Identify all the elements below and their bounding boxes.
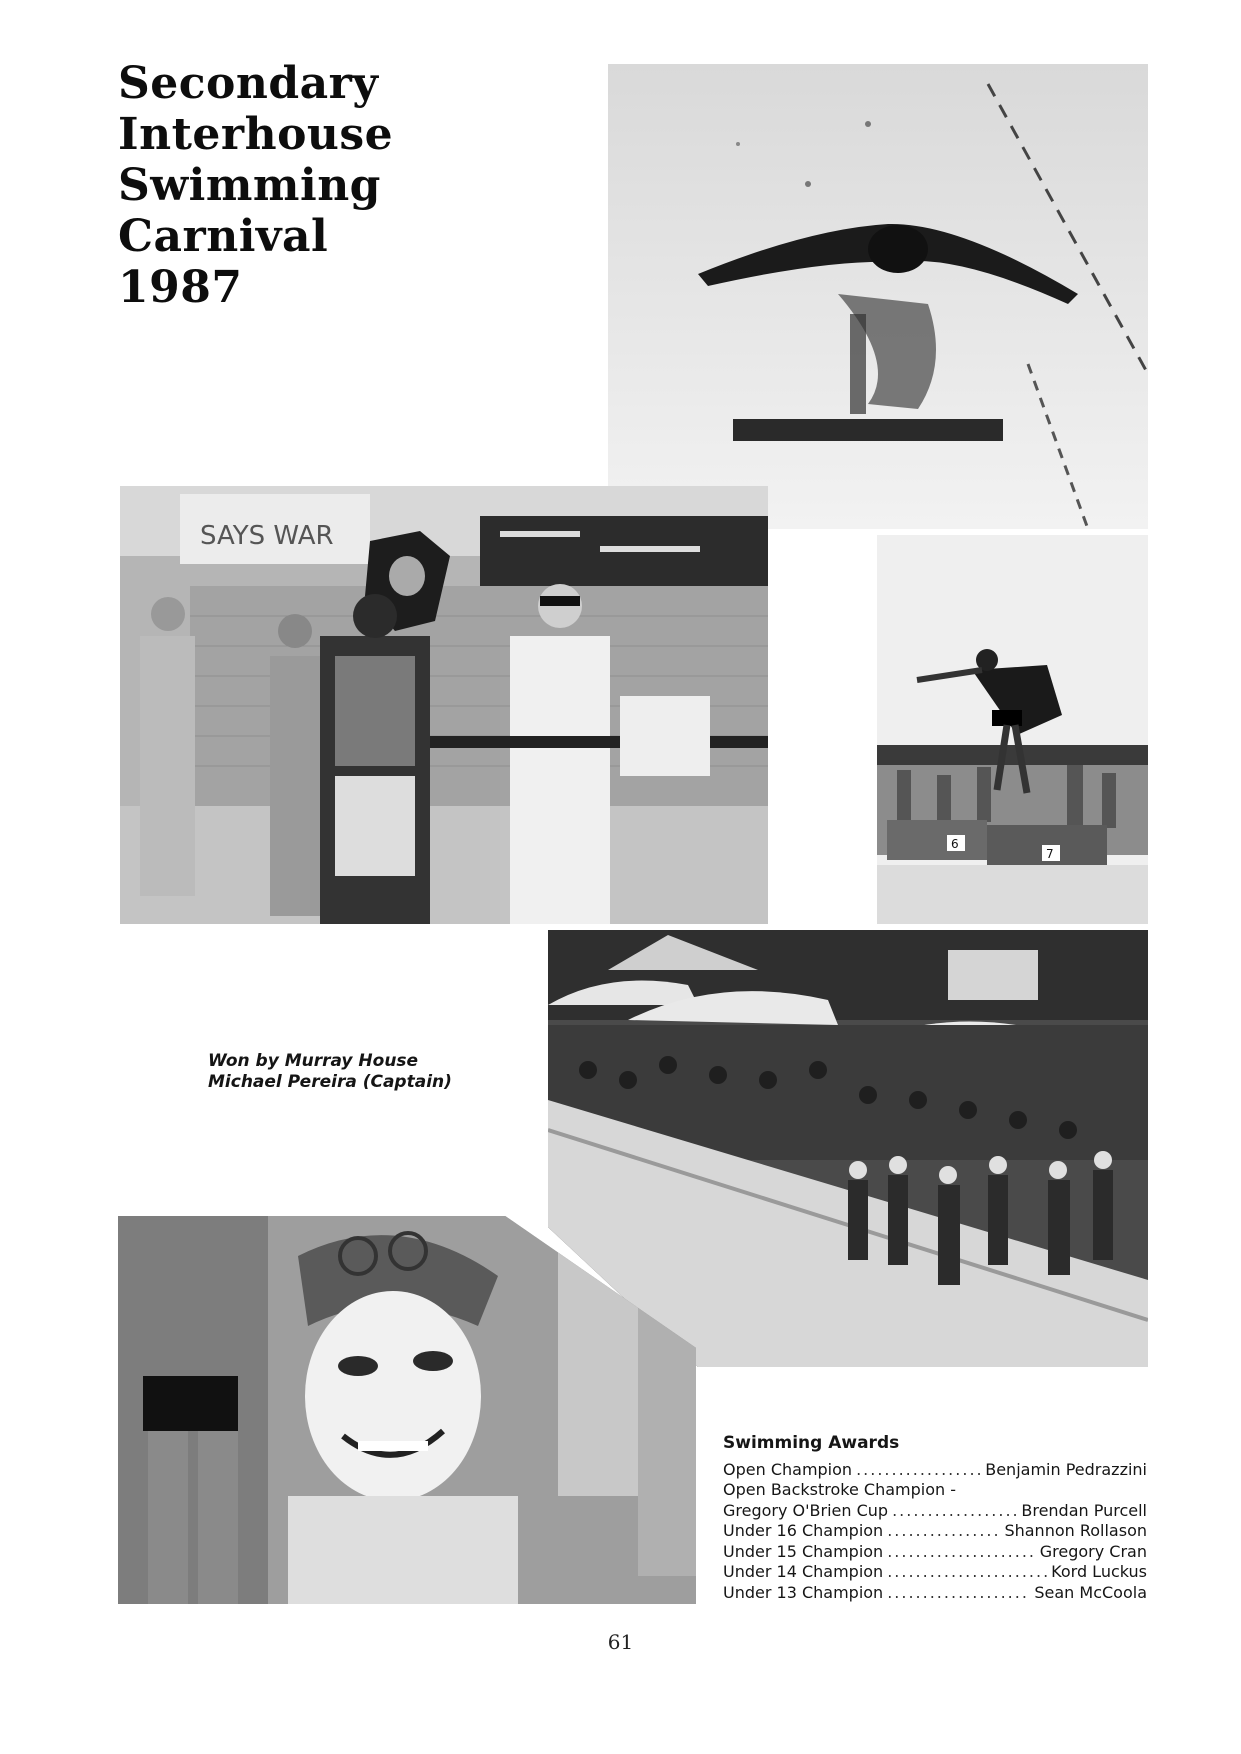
photo-caption <box>208 1051 508 1093</box>
dot-leader <box>887 1542 1036 1563</box>
photo-diving-start <box>877 535 1148 924</box>
caption-winner-line: Won by Murray House <box>208 1051 419 1071</box>
diving-start-illustration <box>877 535 1148 924</box>
award-category: Open Backstroke Champion - <box>723 1480 957 1499</box>
award-winner: Benjamin Pedrazzini <box>985 1459 1147 1479</box>
award-row <box>723 1521 1147 1542</box>
award-category: Under 16 Champion <box>723 1521 884 1540</box>
banner-text: SAYS WAR <box>200 521 334 551</box>
dot-leader <box>856 1460 981 1481</box>
award-winner: Kord Luckus <box>1051 1562 1147 1581</box>
title-line-3: Swimming <box>118 160 381 211</box>
award-row <box>723 1460 1147 1481</box>
award-category: Open Champion <box>723 1459 853 1479</box>
block-number-6: 6 <box>951 837 959 851</box>
title-line-1: Secondary <box>118 58 379 109</box>
trophy-presentation-illustration <box>120 486 768 924</box>
title-line-4: Carnival <box>118 211 329 262</box>
award-winner: Sean McCoola <box>1034 1582 1147 1602</box>
award-row <box>723 1583 1147 1604</box>
award-category: Under 13 Champion <box>723 1582 884 1602</box>
award-category: Under 15 Champion <box>723 1541 884 1561</box>
award-row <box>723 1562 1147 1583</box>
dot-leader <box>887 1583 1030 1604</box>
award-category: Under 14 Champion <box>723 1562 884 1581</box>
title-line-2: Interhouse <box>118 109 394 160</box>
award-winner: Brendan Purcell <box>1021 1500 1147 1520</box>
photo-crowd-pool-deck <box>548 930 1148 1367</box>
award-row <box>723 1480 1147 1501</box>
dot-leader <box>887 1562 1047 1583</box>
award-row <box>723 1542 1147 1563</box>
dot-leader <box>887 1521 1000 1542</box>
dot-leader <box>892 1501 1017 1522</box>
award-category: Gregory O'Brien Cup <box>723 1500 889 1520</box>
swimming-awards-list <box>723 1433 1147 1603</box>
page-title <box>118 58 538 313</box>
award-winner: Shannon Rollason <box>1004 1521 1147 1540</box>
block-number-7: 7 <box>1046 847 1054 861</box>
award-row <box>723 1501 1147 1522</box>
caption-captain-line: Michael Pereira (Captain) <box>208 1072 452 1092</box>
crowd-pool-deck-illustration <box>548 930 1148 1367</box>
butterfly-swimmer-illustration <box>608 64 1148 529</box>
awards-heading: Swimming Awards <box>723 1433 900 1453</box>
title-line-5: 1987 <box>118 262 243 313</box>
photo-trophy-presentation <box>120 486 768 924</box>
award-winner: Gregory Cran <box>1039 1541 1147 1561</box>
photo-butterfly-swimmer <box>608 64 1148 529</box>
page-number: 61 <box>607 1630 634 1654</box>
